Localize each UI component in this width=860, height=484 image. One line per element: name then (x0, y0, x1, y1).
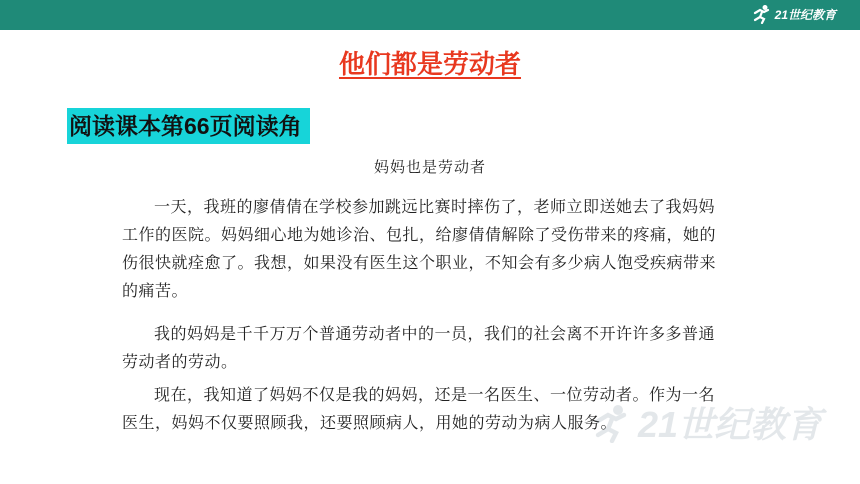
brand-logo (752, 3, 836, 25)
header-bar (0, 0, 860, 30)
logo-text: 21世纪教育 (774, 7, 836, 22)
section-subtitle: 阅读课本第66页阅读角 (67, 108, 310, 144)
passage-paragraph-1 (122, 193, 722, 305)
page-title-text: 他们都是劳动者 (338, 49, 521, 79)
paragraph-2-text: 我的妈妈是千千万万个普通劳动者中的一员，我们的社会离不开许许多多普通劳动者的劳动。 (122, 324, 716, 371)
passage-title: 妈妈也是劳动者 (373, 158, 486, 176)
page-title (0, 44, 860, 81)
paragraph-1-text: 一天，我班的廖倩倩在学校参加跳远比赛时摔伤了，老师立即送她去了我妈妈工作的医院。妈妈细心地为她诊治、包扎，给廖倩倩解除了受伤带来的疼痛，她的伤很快就痊愈了。我想，如果没有医生这个职业，不知会有多少病人饱受疾病带来的痛苦。 (122, 197, 717, 300)
watermark-text: 21世纪教育 (637, 404, 822, 445)
watermark-logo-icon (592, 403, 632, 443)
paragraph-3-text: 现在，我知道了妈妈不仅是我的妈妈，还是一名医生、一位劳动者。作为一名医生，妈妈不仅要照顾我，还要照顾病人，用她的劳动为病人服务。 (122, 385, 716, 432)
passage-paragraph-2 (122, 320, 722, 376)
runner-logo-icon (752, 4, 772, 24)
watermark (592, 397, 822, 448)
